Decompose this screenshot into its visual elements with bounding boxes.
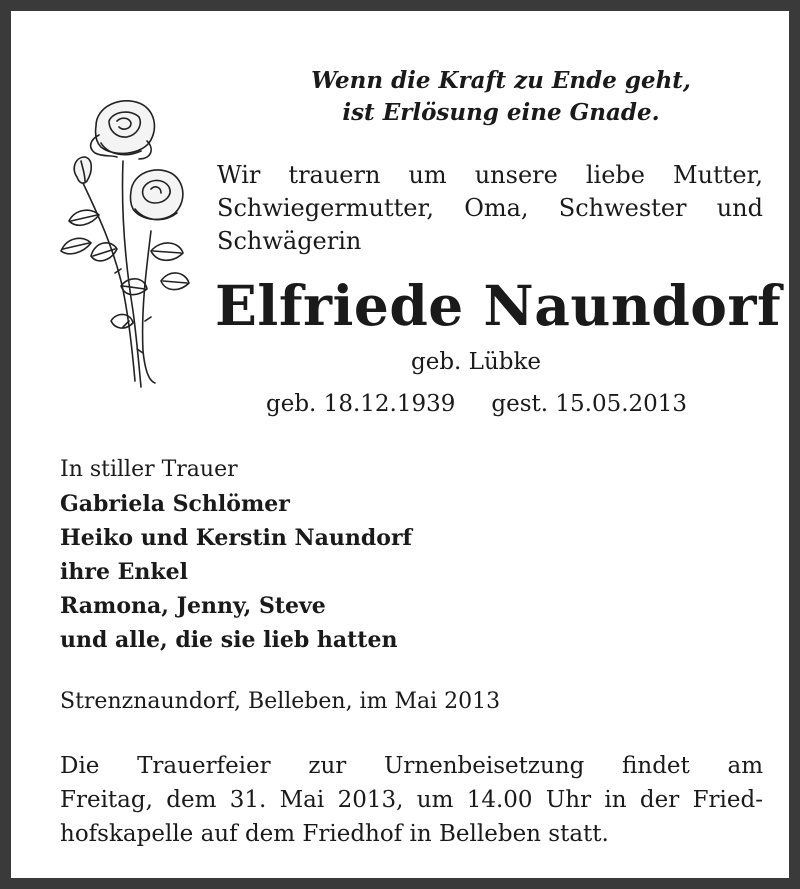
deceased-name: Elfriede Naundorf [215, 273, 782, 338]
motto-line-2: ist Erlösung eine Gnade. [342, 99, 660, 126]
funeral-line-2: Freitag, dem 31. Mai 2013, um 14.00 Uhr in der Fried- [60, 787, 763, 813]
mourner-line: ihre Enkel [60, 559, 188, 585]
birth-date: geb. 18.12.1939 [266, 391, 456, 417]
intro-line-2: Schwiegermutter, Oma, Schwester und [217, 194, 763, 222]
rose-illustration-icon [51, 91, 201, 391]
motto-line-1: Wenn die Kraft zu Ende geht, [311, 67, 691, 94]
mourner-line: Ramona, Jenny, Steve [60, 593, 326, 619]
mourner-line: Gabriela Schlömer [60, 491, 290, 517]
life-dates [266, 389, 687, 419]
funeral-line-3: hofskapelle auf dem Friedhof in Belleben statt. [60, 821, 609, 847]
death-date: gest. 15.05.2013 [491, 391, 688, 417]
mourners-list [60, 453, 412, 657]
intro-line-3: Schwägerin [217, 227, 362, 255]
funeral-line-1: Die Trauerfeier zur Urnenbeisetzung findet am [60, 753, 763, 779]
intro-text [217, 159, 763, 258]
birth-name: geb. Lübke [411, 349, 542, 375]
intro-line-1: Wir trauern um unsere liebe Mutter, [217, 161, 763, 189]
mourner-line: Heiko und Kerstin Naundorf [60, 525, 412, 551]
funeral-notice [60, 749, 763, 851]
mourners-intro: In stiller Trauer [60, 457, 238, 482]
mourner-line: und alle, die sie lieb hatten [60, 627, 398, 653]
place-date: Strenznaundorf, Belleben, im Mai 2013 [60, 689, 501, 714]
motto [241, 65, 761, 129]
